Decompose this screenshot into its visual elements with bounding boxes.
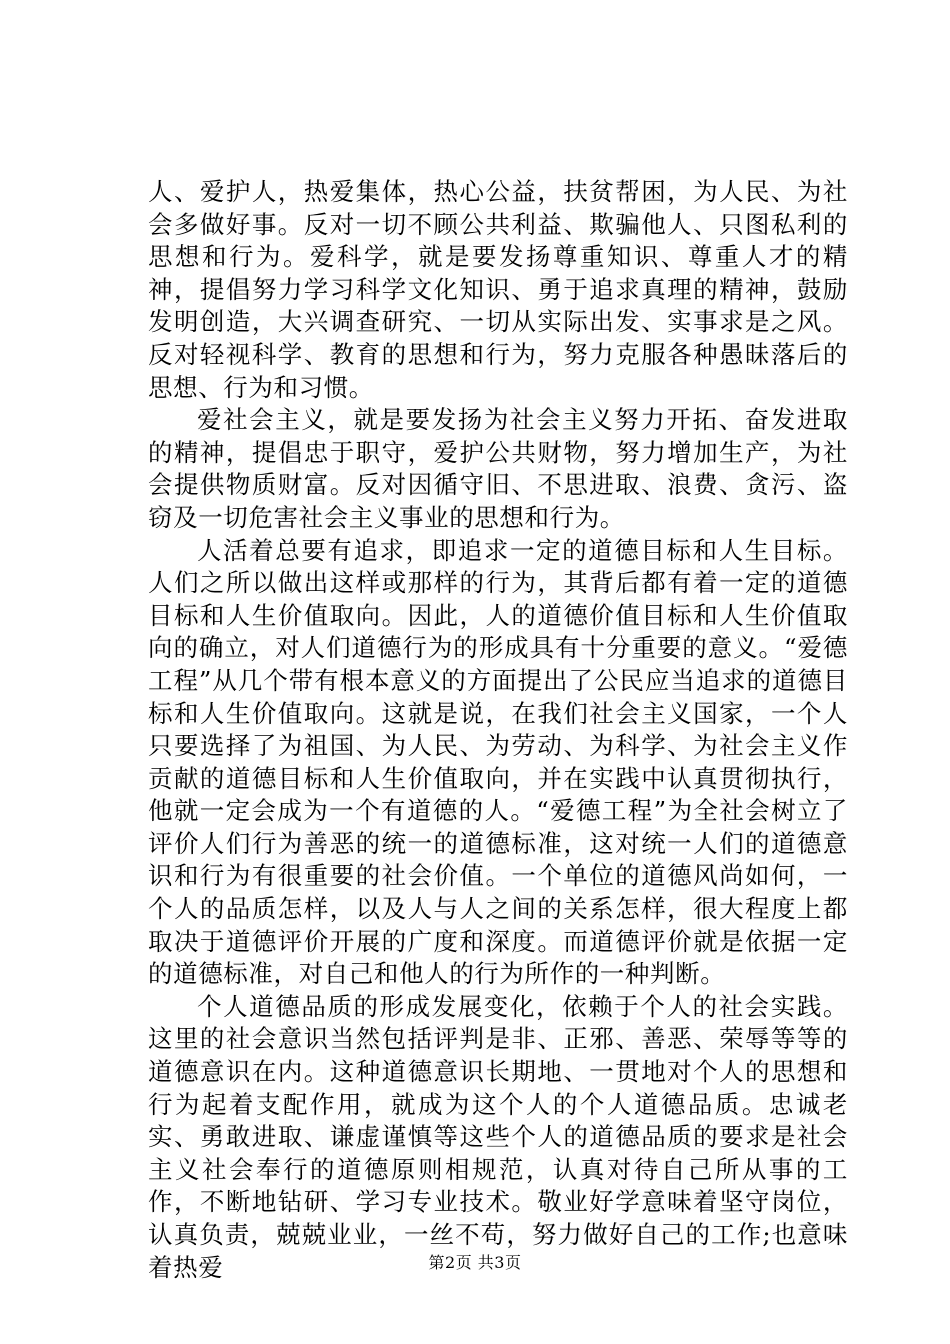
paragraph-4: 个人道德品质的形成发展变化，依赖于个人的社会实践。这里的社会意识当然包括评判是非、正邪、善恶、荣辱等等的道德意识在内。这种道德意识长期地、一贯地对个人的思想和行为起着支配作用，就成为这个人的个人道德品质。忠诚老实、勇敢进取、谦虚谨慎等这些个人的道德品质的要求是社会主义社会奉行的道德原则相规范，认真对待自己所从事的工作，不断地钻研、学习专业技术。敬业好学意味着坚守岗位，认真负责，兢兢业业，一丝不苟，努力做好自己的工作;也意味着热爱 [148, 991, 848, 1282]
paragraph-1: 人、爱护人，热爱集体，热心公益，扶贫帮困，为人民、为社会多做好事。反对一切不顾公共利益、欺骗他人、只图私利的思想和行为。爱科学，就是要发扬尊重知识、尊重人才的精神，提倡努力学习科学文化知识、勇于追求真理的精神，鼓励发明创造，大兴调查研究、一切从实际出发、实事求是之风。反对轻视科学、教育的思想和行为，努力克服各种愚昧落后的思想、行为和习惯。 [148, 177, 848, 402]
document-body [148, 176, 848, 1284]
paragraph-2: 爱社会主义，就是要发扬为社会主义努力开拓、奋发进取的精神，提倡忠于职守，爱护公共财物，努力增加生产，为社会提供物质财富。反对因循守旧、不思进取、浪费、贪污、盗窃及一切危害社会主义事业的思想和行为。 [148, 405, 848, 532]
page-footer: 第2页 共3页 [428, 1253, 522, 1272]
paragraph-3: 人活着总要有追求，即追求一定的道德目标和人生目标。人们之所以做出这样或那样的行为，其背后都有着一定的道德目标和人生价值取向。因此，人的道德价值目标和人生价值取向的确立，对人们道德行为的形成具有十分重要的意义。“爱德工程”从几个带有根本意义的方面提出了公民应当追求的道德目标和人生价值取向。这就是说，在我们社会主义国家，一个人只要选择了为祖国、为人民、为劳动、为科学、为社会主义作贡献的道德目标和人生价值取向，并在实践中认真贯彻执行，他就一定会成为一个有道德的人。“爱德工程”为全社会树立了评价人们行为善恶的统一的道德标准，这对统一人们的道德意识和行为有很重要的社会价值。一个单位的道德风尚如何，一个人的品质怎样，以及人与人之间的关系怎样，很大程度上都取决于道德评价开展的广度和深度。而道德评价就是依据一定的道德标准，对自己和他人的行为所作的一种判断。 [148, 535, 848, 989]
